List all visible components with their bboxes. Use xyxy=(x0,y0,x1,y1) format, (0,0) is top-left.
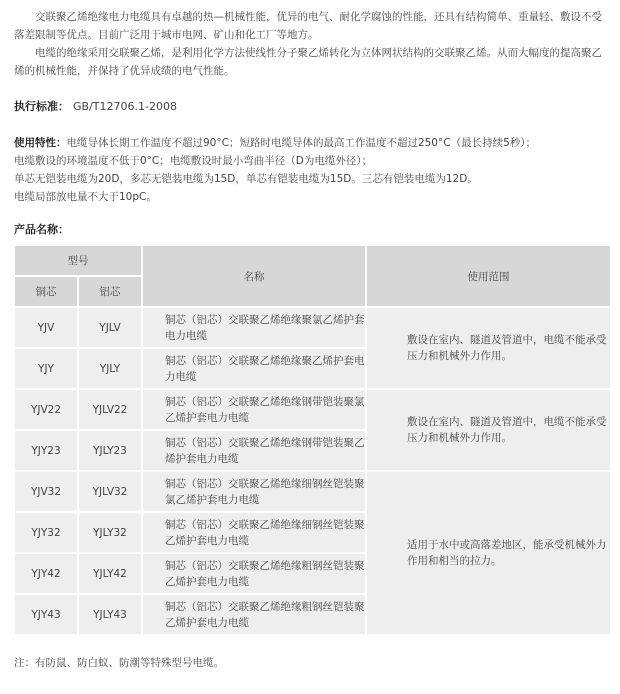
copper-model: YJY32 xyxy=(14,512,78,553)
table-row xyxy=(14,471,611,512)
aluminum-model: YJLY23 xyxy=(78,430,142,471)
product-name: 铜芯（铝芯）交联聚乙烯绝缘钢带铠装聚乙烯护套电力电缆 xyxy=(142,430,366,471)
usage-cell: 敷设在室内、隧道及管道中，电缆不能承受压力和机械外力作用。 xyxy=(366,389,611,471)
characteristics-label: 使用特性： xyxy=(14,137,67,149)
aluminum-model: YJLV xyxy=(78,307,142,348)
product-name: 铜芯（铝芯）交联聚乙烯绝缘聚氯乙烯护套电力电缆 xyxy=(142,307,366,348)
copper-model: YJV32 xyxy=(14,471,78,512)
table-row xyxy=(14,389,611,430)
product-name: 铜芯（铝芯）交联聚乙烯绝缘粗钢丝铠装聚乙烯护套电力电缆 xyxy=(142,553,366,594)
aluminum-model: YJLV32 xyxy=(78,471,142,512)
copper-model: YJY23 xyxy=(14,430,78,471)
products-heading: 产品名称： xyxy=(14,223,69,236)
copper-model: YJV xyxy=(14,307,78,348)
header-name: 名称 xyxy=(142,245,366,307)
aluminum-model: YJLY xyxy=(78,348,142,389)
product-name: 铜芯（铝芯）交联聚乙烯绝缘钢带铠装聚氯乙烯护套电力电缆 xyxy=(142,389,366,430)
copper-model: YJY42 xyxy=(14,553,78,594)
aluminum-model: YJLY32 xyxy=(78,512,142,553)
product-table xyxy=(13,244,612,636)
product-name: 铜芯（铝芯）交联聚乙烯绝缘粗钢丝铠装聚乙烯护套电力电缆 xyxy=(142,594,366,635)
product-name: 铜芯（铝芯）交联聚乙烯绝缘细钢丝铠装聚氯乙烯护套电力电缆 xyxy=(142,471,366,512)
copper-model: YJV22 xyxy=(14,389,78,430)
characteristics-line-3: 单芯无铠装电缆为20D，多芯无铠装电缆为15D，单芯有铠装电缆为15D。三芯有铠装电缆为12D。 xyxy=(14,173,478,185)
characteristics-line-1 xyxy=(14,134,536,152)
usage-cell: 敷设在室内、隧道及管道中，电缆不能承受压力和机械外力作用。 xyxy=(366,307,611,389)
copper-model: YJY43 xyxy=(14,594,78,635)
intro-paragraph-2: 电缆的绝缘采用交联聚乙烯，是利用化学方法使线性分子聚乙烯转化为立体网状结构的交联聚乙烯。从而大幅度的提高聚乙烯的机械性能，并保持了优异成绩的电气性能。 xyxy=(14,47,602,77)
characteristics-line-4: 电缆局部放电量不大于10pC。 xyxy=(14,191,157,203)
standard-label: 执行标准： xyxy=(14,100,69,113)
footnote: 注：有防鼠、防白蚁、防潮等特殊型号电缆。 xyxy=(14,657,224,669)
usage-cell: 适用于水中或高落差地区，能承受机械外力作用和相当的拉力。 xyxy=(366,471,611,635)
characteristics-line-2: 电缆敷设的环境温度不低于0°C；电缆敷设时最小弯曲半径（D为电缆外径）； xyxy=(14,155,373,167)
aluminum-model: YJLY42 xyxy=(78,553,142,594)
aluminum-model: YJLV22 xyxy=(78,389,142,430)
header-usage: 使用范围 xyxy=(366,245,611,307)
standard-value: GB/T12706.1-2008 xyxy=(73,100,177,113)
copper-model: YJY xyxy=(14,348,78,389)
intro-paragraph-1: 交联聚乙烯绝缘电力电缆具有卓越的热—机械性能，优异的电气、耐化学腐蚀的性能，还具有结构简单、重量轻、敷设不受落差限制等优点。目前广泛用于城市电网、矿山和化工厂等地方。 xyxy=(14,11,602,41)
header-aluminum: 铝芯 xyxy=(78,276,142,307)
characteristics-text-1: 电缆导体长期工作温度不超过90°C；短路时电缆导体的最高工作温度不超过250°C（最长持续5秒）； xyxy=(66,137,536,149)
product-name: 铜芯（铝芯）交联聚乙烯绝缘聚乙烯护套电力电缆 xyxy=(142,348,366,389)
table-row xyxy=(14,307,611,348)
header-copper: 铜芯 xyxy=(14,276,78,307)
product-name: 铜芯（铝芯）交联聚乙烯绝缘细钢丝铠装聚乙烯护套电力电缆 xyxy=(142,512,366,553)
standard-heading xyxy=(14,98,177,116)
aluminum-model: YJLY43 xyxy=(78,594,142,635)
header-model: 型号 xyxy=(14,245,142,276)
